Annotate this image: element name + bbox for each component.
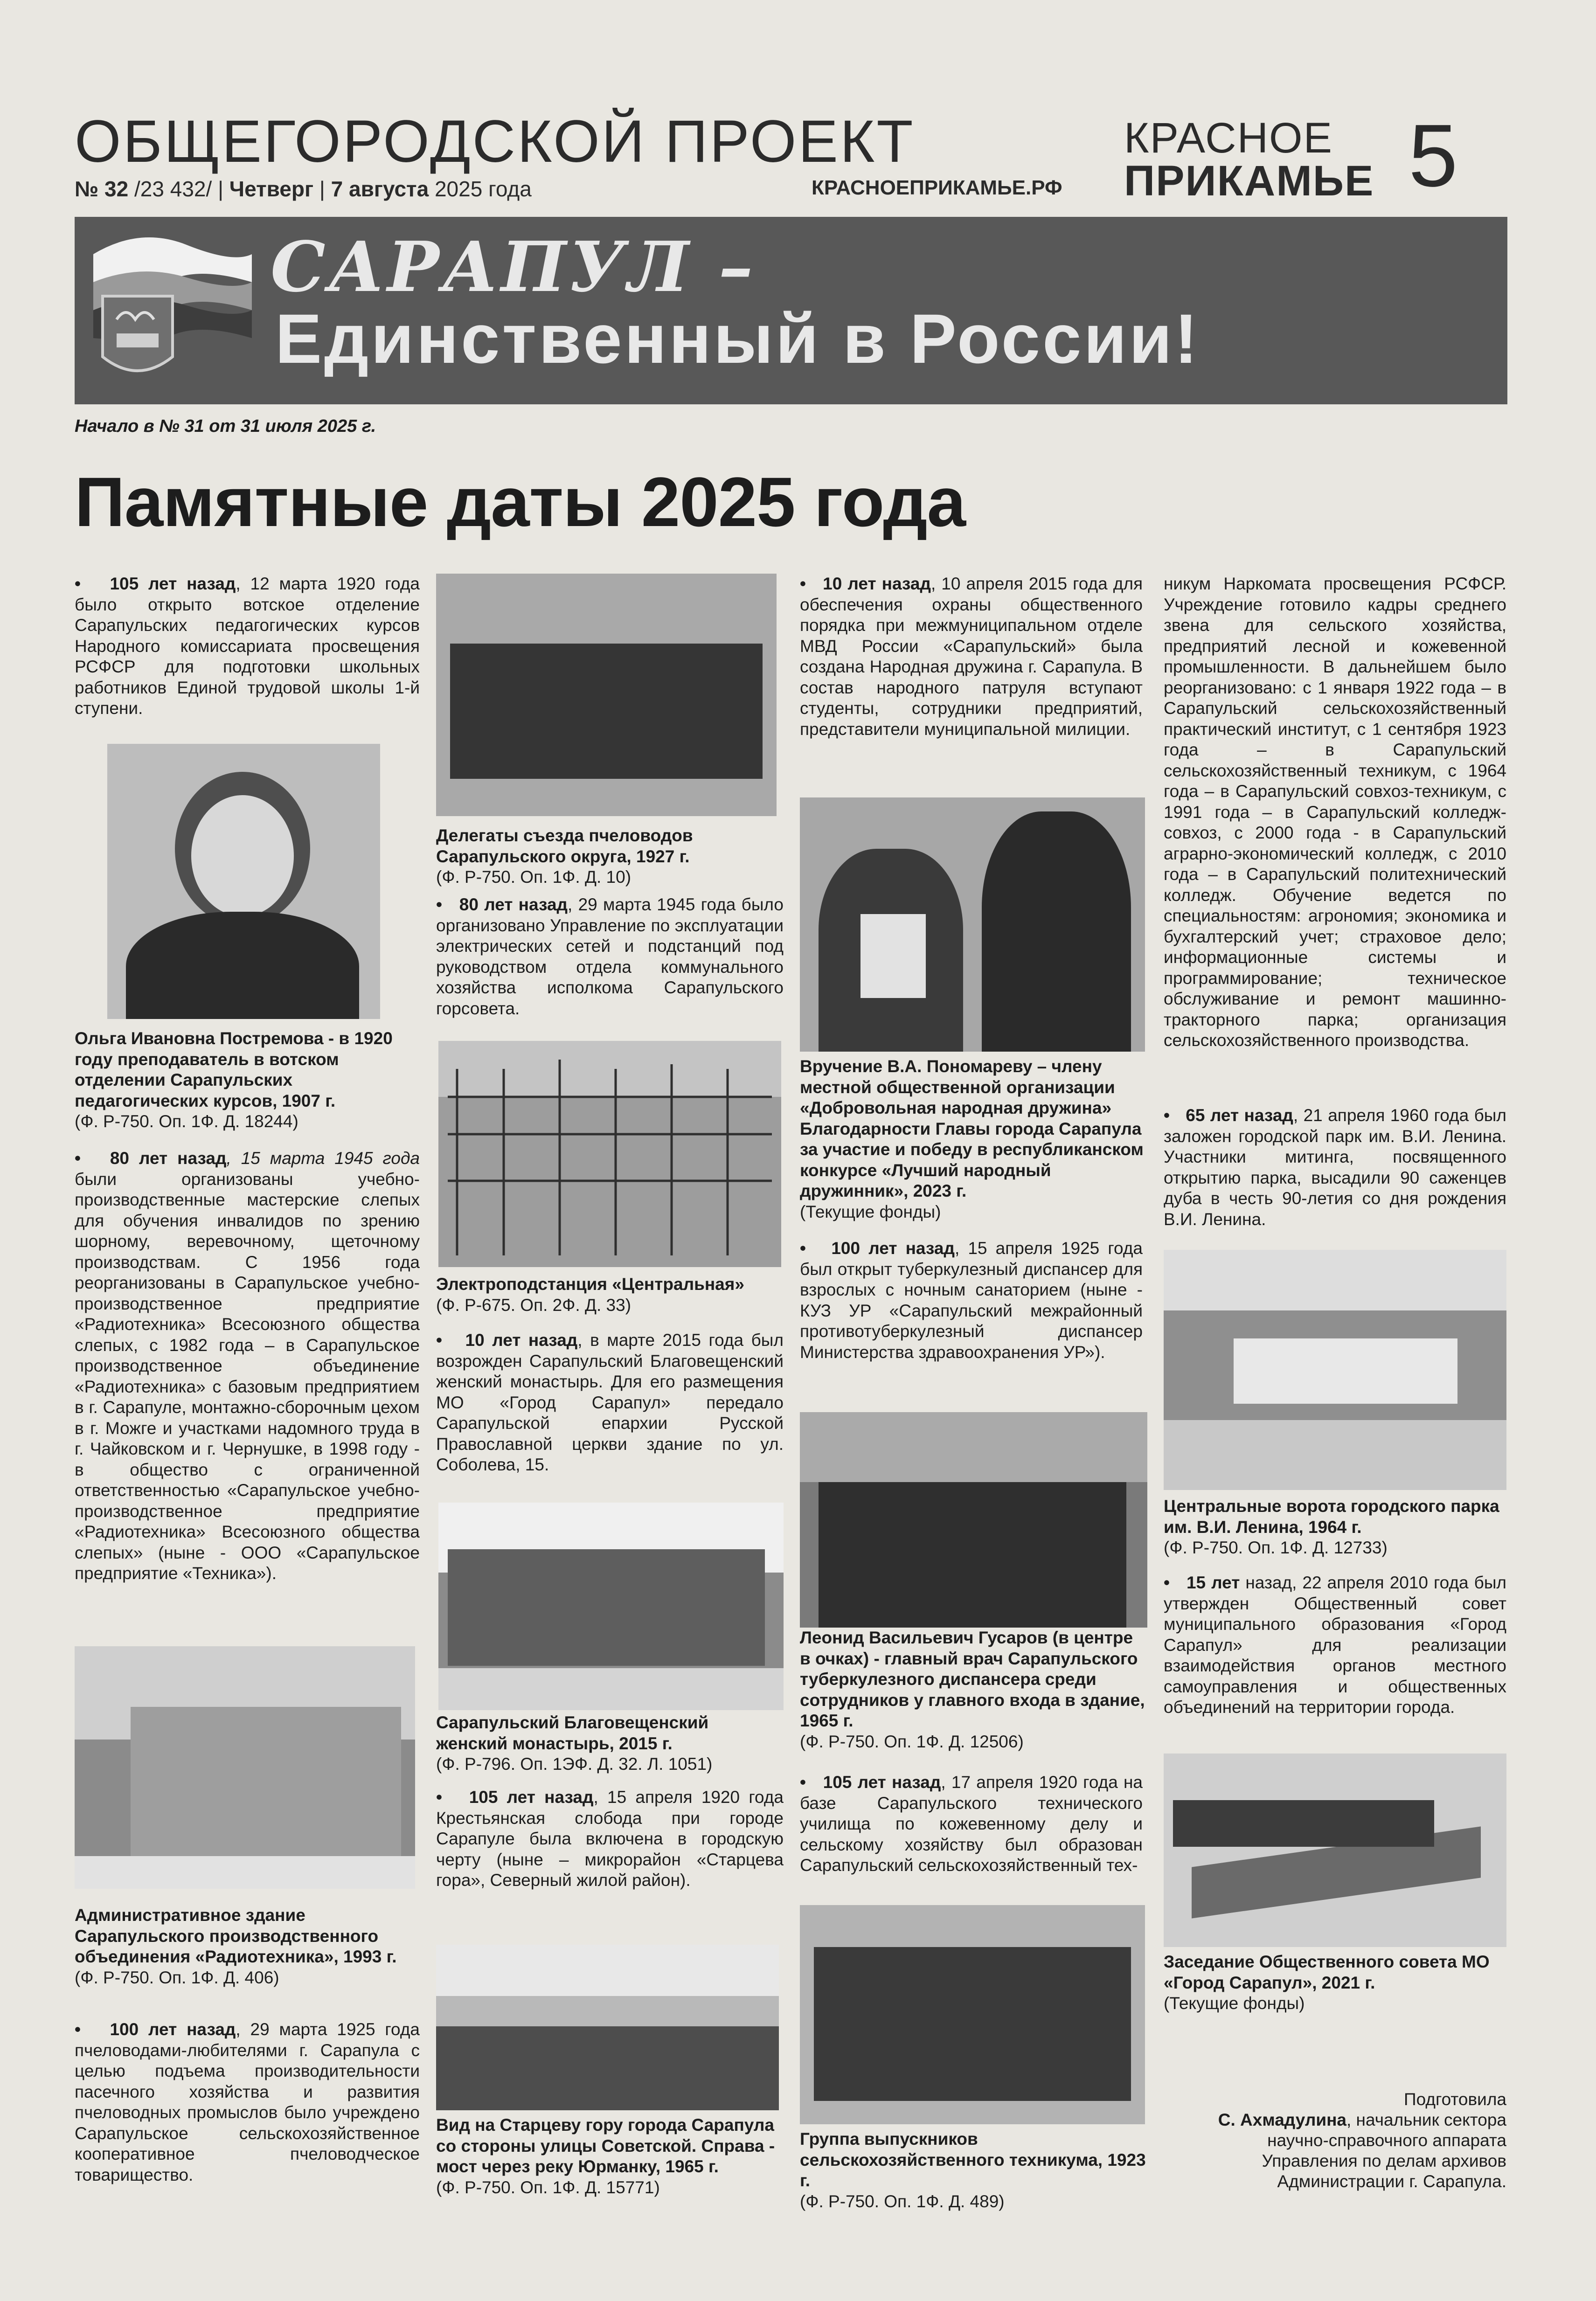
issue-year: 2025 года xyxy=(434,177,532,201)
bullet-marker: • xyxy=(800,574,823,593)
office-building-photo xyxy=(75,1646,415,1889)
date-lead: 105 лет назад xyxy=(469,1788,594,1807)
caption-col1-2 xyxy=(75,1905,420,1988)
paragraph-text: были организованы учебно-производственные мастерские слепых для обучения инвалидов по зрению шорному, веревочному, щеточному производствам. С 1956 года реорганизованы в Сарапульское учебно-производственное предприятие «Радиотехника» Всесоюзного общества слепых, с 1982 года – в Сарапульское производственное объединение «Радиотехника» с базовым предприятием в г. Сарапуле, монтажно-сборочным цехом в г. Можге и участками надомного труда в г. Чайковском и г. Чернушке, в 1998 году - в общество с ограниченной ответственностью «Сарапульское учебно-производственное предприятие «Радиотехника» Всесоюзного общества слепых» (ныне - ООО «Сарапульское предприятие «Техника»). xyxy=(75,1169,420,1583)
caption-col2-2 xyxy=(436,1274,784,1316)
beekeepers-group-photo xyxy=(436,574,777,816)
caption-text: Ольга Ивановна Постремова - в 1920 году преподаватель в вотском отделении Сарапульских педагогических курсов, 1907 г. xyxy=(75,1029,393,1110)
date-lead: 100 лет назад xyxy=(831,1239,955,1258)
photo-building xyxy=(131,1707,401,1856)
bullet-marker: • xyxy=(75,1149,110,1168)
caption-text: Вручение В.А. Пономареву – члену местной общественной организации «Добровольная народная дружина» Благодарности Главы города Сарапула за участие и победу в республиканском конкурсе «Лучший народный дружинник», 2023 г. xyxy=(800,1057,1144,1200)
paragraph-col1-3 xyxy=(75,2019,420,2185)
date-lead: 80 лет назад xyxy=(459,895,568,914)
website-link[interactable]: КРАСНОЕПРИКАМЬЕ.РФ xyxy=(812,176,1062,199)
date-lead: 100 лет назад xyxy=(110,2020,236,2039)
date-detail: , 15 марта 1945 года xyxy=(226,1149,420,1168)
archive-ref: (Ф. Р-750. Оп. 1Ф. Д. 406) xyxy=(75,1968,279,1987)
caption-col1-1 xyxy=(75,1028,420,1132)
bullet-marker: • xyxy=(1164,1106,1186,1125)
monastery-photo xyxy=(438,1503,784,1710)
newspaper-logo xyxy=(1124,114,1374,205)
issue-date: 7 августа xyxy=(331,177,429,201)
archive-ref: (Ф. Р-750. Оп. 1Ф. Д. 12733) xyxy=(1164,1538,1388,1557)
date-lead: 105 лет назад xyxy=(823,1773,941,1792)
caption-text: Делегаты съезда пчеловодов Сарапульского округа, 1927 г. xyxy=(436,826,693,866)
date-lead: 105 лет назад xyxy=(110,574,236,593)
bullet-marker: • xyxy=(800,1773,823,1792)
credit-line: научно-справочного аппарата xyxy=(1267,2131,1506,2150)
paragraph-text: , 12 марта 1920 года было открыто вотское отделение Сарапульских педагогических курсов Народного комиссариата просвещения РСФСР для подготовки школьных работников Единой трудовой школы 1-й ступени. xyxy=(75,574,420,718)
paragraph-text: , 10 апреля 2015 года для обеспечения охраны общественного порядка при межмуниципальном отделе МВД России «Сарапульский» была создана Народная дружина г. Сарапула. В состав народного патруля вступают студенты, сотрудники предприятий, представители муниципальной милиции. xyxy=(800,574,1143,739)
bullet-marker: • xyxy=(1164,1573,1187,1592)
archive-ref: (Ф. Р-750. Оп. 1Ф. Д. 489) xyxy=(800,2191,1005,2211)
date-lead: 65 лет назад xyxy=(1186,1106,1293,1125)
logo-line1: КРАСНОЕ xyxy=(1124,114,1333,162)
photo-certificate xyxy=(860,914,926,998)
paragraph-text: , 21 апреля 1960 года был заложен городской парк им. В.И. Ленина. Участники митинга, посвященного открытию парка, высадили 90 саженцев дуба в честь 90-летия со дня рождения В.И. Ленина. xyxy=(1164,1106,1506,1229)
paragraph-col1-2 xyxy=(75,1148,420,1584)
date-lead: 10 лет назад xyxy=(465,1331,578,1350)
paragraph-col3-1 xyxy=(800,574,1143,740)
archive-ref: (Текущие фонды) xyxy=(800,1202,941,1221)
issue-line xyxy=(75,176,532,201)
page-number: 5 xyxy=(1409,106,1458,205)
photo-person-right xyxy=(982,811,1131,1052)
bullet-marker: • xyxy=(75,574,110,593)
photo-face xyxy=(191,795,294,916)
photo-power-lines xyxy=(438,1041,781,1267)
paragraph-col2-3 xyxy=(436,1787,784,1891)
paragraph-col3-2 xyxy=(800,1238,1143,1363)
issue-weekday: Четверг xyxy=(229,177,314,201)
author-position: , начальник сектора xyxy=(1346,2110,1506,2129)
graduates-group-photo xyxy=(800,1905,1145,2124)
archive-ref: (Ф. Р-750. Оп. 1Ф. Д. 18244) xyxy=(75,1112,298,1131)
credit-line: Подготовила xyxy=(1404,2090,1506,2109)
bullet-marker: • xyxy=(436,1788,469,1807)
article-headline: Памятные даты 2025 года xyxy=(75,463,966,541)
issue-number: № 32 xyxy=(75,177,129,201)
caption-col2-4 xyxy=(436,2115,784,2198)
paragraph-text: назад, 22 апреля 2010 года был утвержден Общественный совет муниципального образования «Город Сарапул» для реализации взаимодействия органов местного самоуправления и общественных объединений на территории города. xyxy=(1164,1573,1506,1717)
photo-people-group xyxy=(819,1482,1126,1628)
caption-col3-3 xyxy=(800,2129,1147,2212)
banner-slogan: Единственный в России! xyxy=(275,299,1200,378)
caption-col2-1 xyxy=(436,825,784,888)
archive-ref: (Ф. Р-750. Оп. 1Ф. Д. 15771) xyxy=(436,2177,660,2197)
archive-ref: (Ф. Р-675. Оп. 2Ф. Д. 33) xyxy=(436,1295,631,1315)
paragraph-text: , 15 апреля 1920 года Крестьянская слобода при городе Сарапуле была включена в городскую черту (ныне – микрорайон «Старцева гора», Северный жилой район). xyxy=(436,1788,784,1890)
paragraph-col4-1 xyxy=(1164,574,1506,1051)
photo-people-group xyxy=(450,644,763,779)
paragraph-text: , в марте 2015 года был возрожден Сарапульский Благовещенский женский монастырь. Для его размещения МО «Город Сарапул» передало Сарапульской епархии Русской Православной церкви здание по ул. Соболева, 15. xyxy=(436,1331,784,1474)
photo-monastery-building xyxy=(448,1549,765,1666)
photo-dress xyxy=(126,912,359,1019)
park-gates-photo xyxy=(1164,1250,1506,1490)
archive-ref: (Ф. Р-750. Оп. 1Ф. Д. 12506) xyxy=(800,1732,1024,1751)
caption-col3-1 xyxy=(800,1056,1147,1222)
paragraph-col4-3 xyxy=(1164,1573,1506,1718)
date-lead: 15 лет xyxy=(1186,1573,1240,1592)
separator: | xyxy=(218,177,229,201)
author-credit xyxy=(1119,2089,1506,2192)
paragraph-col2-1 xyxy=(436,894,784,1019)
substation-photo xyxy=(438,1041,781,1267)
credit-line: Администрации г. Сарапула. xyxy=(1277,2172,1506,2191)
caption-text: Группа выпускников сельскохозяйственного техникума, 1923 г. xyxy=(800,2129,1146,2190)
credit-line: Управления по делам архивов xyxy=(1262,2151,1506,2170)
paragraph-col4-2 xyxy=(1164,1105,1506,1230)
paragraph-text: , 29 марта 1925 года пчеловодами-любителями г. Сарапула с целью подъема производительности пасечного хозяйства и развития пчеловодных промыслов было учреждено Сарапульское сельскохозяйственное кооперативное пчеловодческое товарищество. xyxy=(75,2020,420,2184)
bullet-marker: • xyxy=(75,2020,110,2039)
bullet-marker: • xyxy=(800,1239,832,1258)
archive-ref: (Ф. Р-796. Оп. 1ЭФ. Д. 32. Л. 1051) xyxy=(436,1754,713,1774)
author-name: С. Ахмадулина xyxy=(1218,2110,1346,2129)
startseva-hill-photo xyxy=(436,1945,779,2110)
caption-text: Административное здание Сарапульского производственного объединения «Радиотехника», 1993 г. xyxy=(75,1906,397,1966)
rubric-banner xyxy=(75,217,1507,404)
banner-city-name: САРАПУЛ – xyxy=(271,226,756,307)
bullet-marker: • xyxy=(436,895,459,914)
paragraph-text: , 17 апреля 1920 года на базе Сарапульского технического училища по кожевенному делу и сельскому хозяйству был образован Сарапульский сельскохозяйственный тех- xyxy=(800,1773,1143,1875)
paragraph-col1-1 xyxy=(75,574,420,719)
caption-col2-3 xyxy=(436,1712,784,1775)
archive-ref: (Ф. Р-750. Оп. 1Ф. Д. 10) xyxy=(436,867,631,887)
date-lead: 80 лет назад xyxy=(110,1149,227,1168)
date-lead: 10 лет назад xyxy=(823,574,931,593)
caption-col4-2 xyxy=(1164,1952,1511,2014)
paragraph-col2-2 xyxy=(436,1330,784,1476)
photo-park-gates xyxy=(1234,1338,1457,1404)
continued-note: Начало в № 31 от 31 июля 2025 г. xyxy=(75,416,376,436)
council-meeting-photo xyxy=(1164,1753,1506,1947)
logo-line2: ПРИКАМЬЕ xyxy=(1124,157,1374,205)
caption-text: Вид на Старцеву гору города Сарапула со стороны улицы Советской. Справа - мост через реку Юрманку, 1965 г. xyxy=(436,2115,775,2176)
caption-text: Электроподстанция «Центральная» xyxy=(436,1275,744,1294)
paragraph-text: никум Наркомата просвещения РСФСР. Учреждение готовило кадры среднего звена для сельского хозяйства, предприятий лесной и кожевенной промышленности. В дальнейшем было реорганизовано: с 1 января 1922 года – в Сарапульский сельскохозяйственный практический институт, с 1 сентября 1923 года – в Сарапульский сельскохозяйственный техникум, с 1964 года – в Сарапульский совхоз-техникум, с 1991 года – в Сарапульский колледж-совхоз, с 2000 года - в Сарапульский аграрно-экономический колледж, с 2010 года – в Сарапульский политехнический колледж. Обучение ведется по специальностям: агрономия; экономика и бухгалтерский учет; страховое дело; информационные системы и программирование; техническое обслуживание и ремонт машинно-тракторного парка; организация сельскохозяйственного производства. xyxy=(1164,574,1506,1050)
dispensary-staff-photo xyxy=(800,1412,1147,1628)
archive-ref: (Текущие фонды) xyxy=(1164,1994,1305,2013)
section-title: ОБЩЕГОРОДСКОЙ ПРОЕКТ xyxy=(75,108,915,175)
award-ceremony-photo xyxy=(800,797,1145,1052)
photo-people-group xyxy=(1173,1800,1434,1847)
issue-total: /23 432/ xyxy=(134,177,212,201)
city-flag-emblem-icon xyxy=(84,226,261,394)
caption-text: Центральные ворота городского парка им. В.И. Ленина, 1964 г. xyxy=(1164,1497,1499,1537)
caption-text: Сарапульский Благовещенский женский монастырь, 2015 г. xyxy=(436,1713,709,1753)
caption-col3-2 xyxy=(800,1628,1147,1752)
caption-text: Леонид Васильевич Гусаров (в центре в очках) - главный врач Сарапульского туберкулезного диспансера среди сотрудников у главного входа в здание, 1965 г. xyxy=(800,1628,1145,1730)
portrait-photo xyxy=(107,744,380,1019)
paragraph-text: , 15 апреля 1925 года был открыт туберкулезный диспансер для взрослых с ночным санаторием (ныне - КУЗ УР «Сарапульский межрайонный противотуберкулезный диспансер Министерства здравоохранения УР»). xyxy=(800,1239,1143,1362)
credit-line xyxy=(1119,2110,1506,2130)
paragraph-text: , 29 марта 1945 года было организовано Управление по эксплуатации электрических сетей и подстанций под руководством отдела коммунального хозяйства исполкома Сарапульского горсовета. xyxy=(436,895,784,1018)
paragraph-col3-3 xyxy=(800,1772,1143,1876)
photo-people-group xyxy=(814,1947,1131,2101)
caption-text: Заседание Общественного совета МО «Город Сарапул», 2021 г. xyxy=(1164,1952,1490,1992)
separator: | xyxy=(319,177,331,201)
bullet-marker: • xyxy=(436,1331,465,1350)
caption-col4-1 xyxy=(1164,1496,1511,1559)
